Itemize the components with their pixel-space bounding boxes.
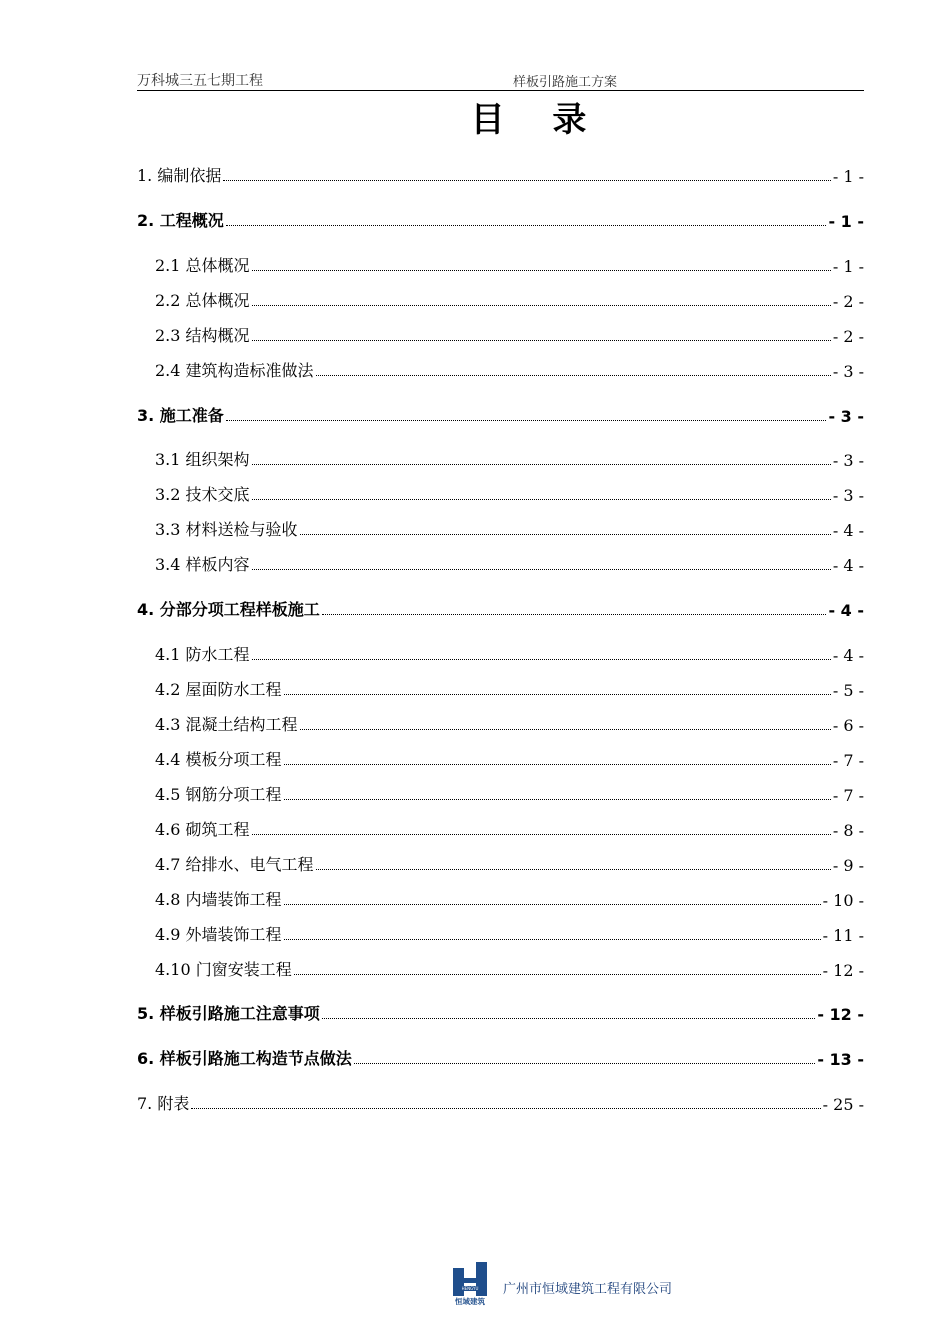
- page-footer: [453, 1262, 713, 1312]
- toc-entry[interactable]: 4.3 混凝土结构工程 - 6 -: [155, 715, 864, 735]
- toc-entry[interactable]: 5. 样板引路施工注意事项 - 12 -: [137, 1004, 864, 1024]
- toc-entry[interactable]: 4.2 屋面防水工程 - 5 -: [155, 680, 864, 700]
- toc-entry[interactable]: 6. 样板引路施工构造节点做法 - 13 -: [137, 1049, 864, 1069]
- toc-entry[interactable]: 3.3 材料送检与验收 - 4 -: [155, 520, 864, 540]
- toc-entry[interactable]: 2. 工程概况 - 1 -: [137, 211, 864, 231]
- company-name: 广州市恒域建筑工程有限公司: [503, 1282, 673, 1297]
- page-header: [137, 70, 864, 91]
- toc-entry[interactable]: 4.7 给排水、电气工程 - 9 -: [155, 855, 864, 875]
- toc-entry[interactable]: 4.4 模板分项工程 - 7 -: [155, 750, 864, 770]
- toc-entry[interactable]: 4.10 门窗安装工程 - 12 -: [155, 960, 864, 980]
- document-title: 样板引路施工方案: [513, 75, 618, 90]
- toc-entry[interactable]: 4.9 外墙装饰工程 - 11 -: [155, 925, 864, 945]
- toc-entry[interactable]: 3.2 技术交底 - 3 -: [155, 485, 864, 505]
- project-name: 万科城三五七期工程: [137, 73, 263, 89]
- toc-entry[interactable]: 4.6 砌筑工程 - 8 -: [155, 820, 864, 840]
- toc-entry[interactable]: 7. 附表 - 25 -: [137, 1094, 864, 1114]
- toc-entry[interactable]: 2.3 结构概况 - 2 -: [155, 326, 864, 346]
- logo-brand: HENGYU: [461, 1286, 479, 1292]
- toc-entry[interactable]: 2.2 总体概况 - 2 -: [155, 291, 864, 311]
- company-logo-icon: [453, 1262, 487, 1306]
- toc-entry[interactable]: 2.1 总体概况 - 1 -: [155, 256, 864, 276]
- toc-entry[interactable]: 3. 施工准备 - 3 -: [137, 406, 864, 426]
- toc-entry[interactable]: 4.1 防水工程 - 4 -: [155, 645, 864, 665]
- logo-text: 恒域建筑: [455, 1297, 485, 1306]
- toc-entry[interactable]: 4. 分部分项工程样板施工 - 4 -: [137, 600, 864, 620]
- toc-entry[interactable]: 1. 编制依据 - 1 -: [137, 166, 864, 186]
- toc-entry[interactable]: 3.1 组织架构 - 3 -: [155, 450, 864, 470]
- toc-entry[interactable]: 4.8 内墙装饰工程 - 10 -: [155, 890, 864, 910]
- toc-title: 目 录: [470, 100, 605, 140]
- toc-entry[interactable]: 4.5 钢筋分项工程 - 7 -: [155, 785, 864, 805]
- toc-entry[interactable]: 2.4 建筑构造标准做法 - 3 -: [155, 361, 864, 381]
- toc-entry[interactable]: 3.4 样板内容 - 4 -: [155, 555, 864, 575]
